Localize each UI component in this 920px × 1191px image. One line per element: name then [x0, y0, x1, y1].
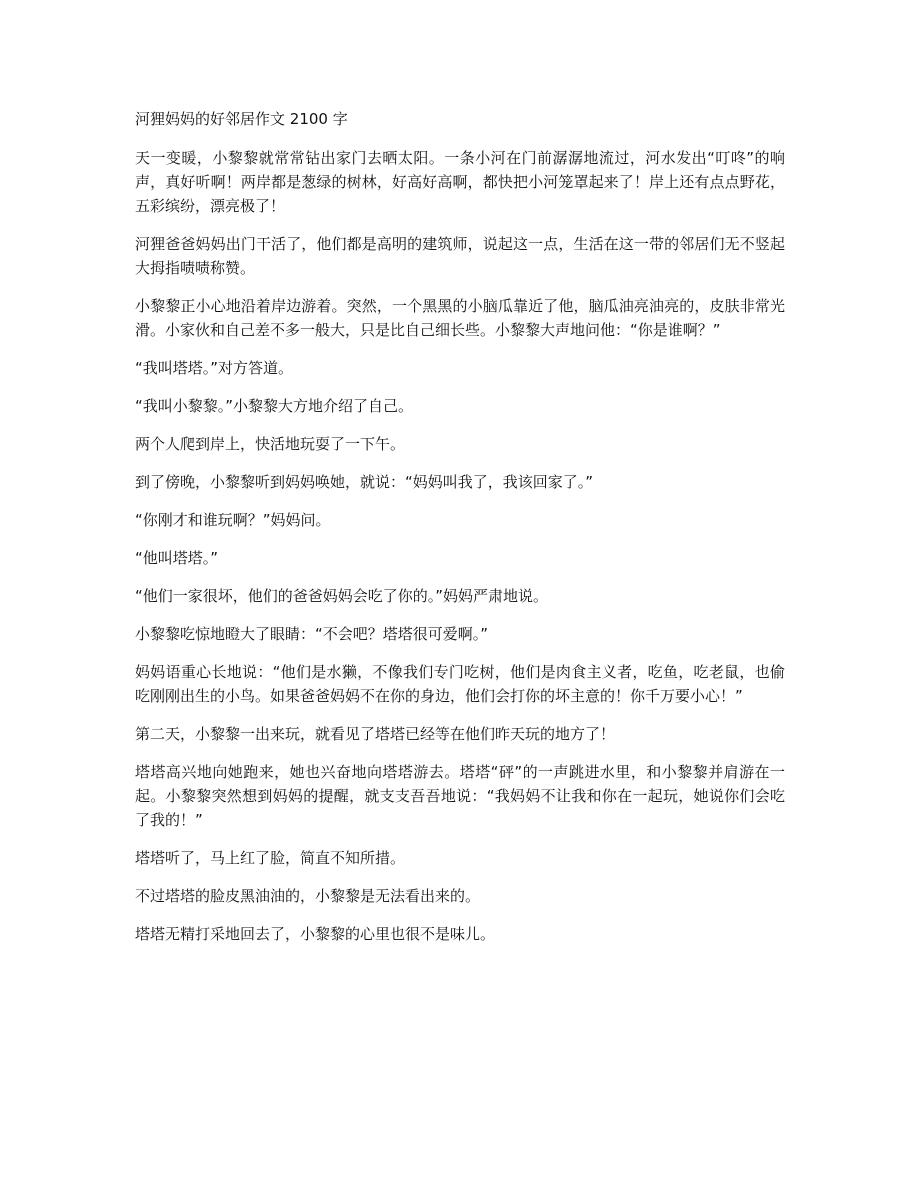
paragraph: 塔塔高兴地向她跑来，她也兴奋地向塔塔游去。塔塔“砰”的一声跳进水里，和小黎黎并肩游在一起。小黎黎突然想到妈妈的提醒，就支支吾吾地说：“我妈妈不让我和你在一起玩，她说你们会吃了我的！” [135, 763, 785, 829]
paragraph: “他们一家很坏，他们的爸爸妈妈会吃了你的。”妈妈严肃地说。 [135, 587, 549, 605]
paragraph: “他叫塔塔。” [135, 549, 219, 567]
paragraph: 不过塔塔的脸皮黑油油的，小黎黎是无法看出来的。 [135, 887, 481, 905]
paragraph: 小黎黎正小心地沿着岸边游着。突然，一个黑黑的小脑瓜靠近了他，脑瓜油亮油亮的，皮肤非常光滑。小家伙和自己差不多一般大，只是比自己细长些。小黎黎大声地问他：“你是谁啊？” [135, 297, 785, 339]
paragraph: “我叫塔塔。”对方答道。 [135, 359, 294, 377]
paragraph: 河狸爸爸妈妈出门干活了，他们都是高明的建筑师，说起这一点，生活在这一带的邻居们无不竖起大拇指啧啧称赞。 [135, 235, 785, 277]
document-title: 河狸妈妈的好邻居作文 2100 字 [135, 110, 348, 128]
paragraph: 第二天，小黎黎一出来玩，就看见了塔塔已经等在他们昨天玩的地方了！ [135, 725, 616, 743]
paragraph: 到了傍晚，小黎黎听到妈妈唤她，就说：“妈妈叫我了，我该回家了。” [135, 473, 594, 491]
paragraph: 天一变暖，小黎黎就常常钻出家门去晒太阳。一条小河在门前潺潺地流过，河水发出“叮咚”的响声，真好听啊！两岸都是葱绿的树林，好高好高啊，都快把小河笼罩起来了！岸上还有点点野花，五彩缤纷，漂亮极了！ [135, 149, 785, 215]
paragraph: 小黎黎吃惊地瞪大了眼睛：“不会吧？塔塔很可爱啊。” [135, 625, 489, 643]
paragraph: “我叫小黎黎。”小黎黎大方地介绍了自己。 [135, 397, 414, 415]
paragraph: 妈妈语重心长地说：“他们是水獭，不像我们专门吃树，他们是肉食主义者，吃鱼，吃老鼠，也偷吃刚刚出生的小鸟。如果爸爸妈妈不在你的身边，他们会打你的坏主意的！你千万要小心！” [135, 663, 785, 705]
paragraph: 两个人爬到岸上，快活地玩耍了一下午。 [135, 435, 406, 453]
paragraph: 塔塔听了，马上红了脸，简直不知所措。 [135, 849, 406, 867]
paragraph: 塔塔无精打采地回去了，小黎黎的心里也很不是味儿。 [135, 925, 496, 943]
paragraph: “你刚才和谁玩啊？”妈妈问。 [135, 511, 331, 529]
document-page [135, 108, 785, 960]
